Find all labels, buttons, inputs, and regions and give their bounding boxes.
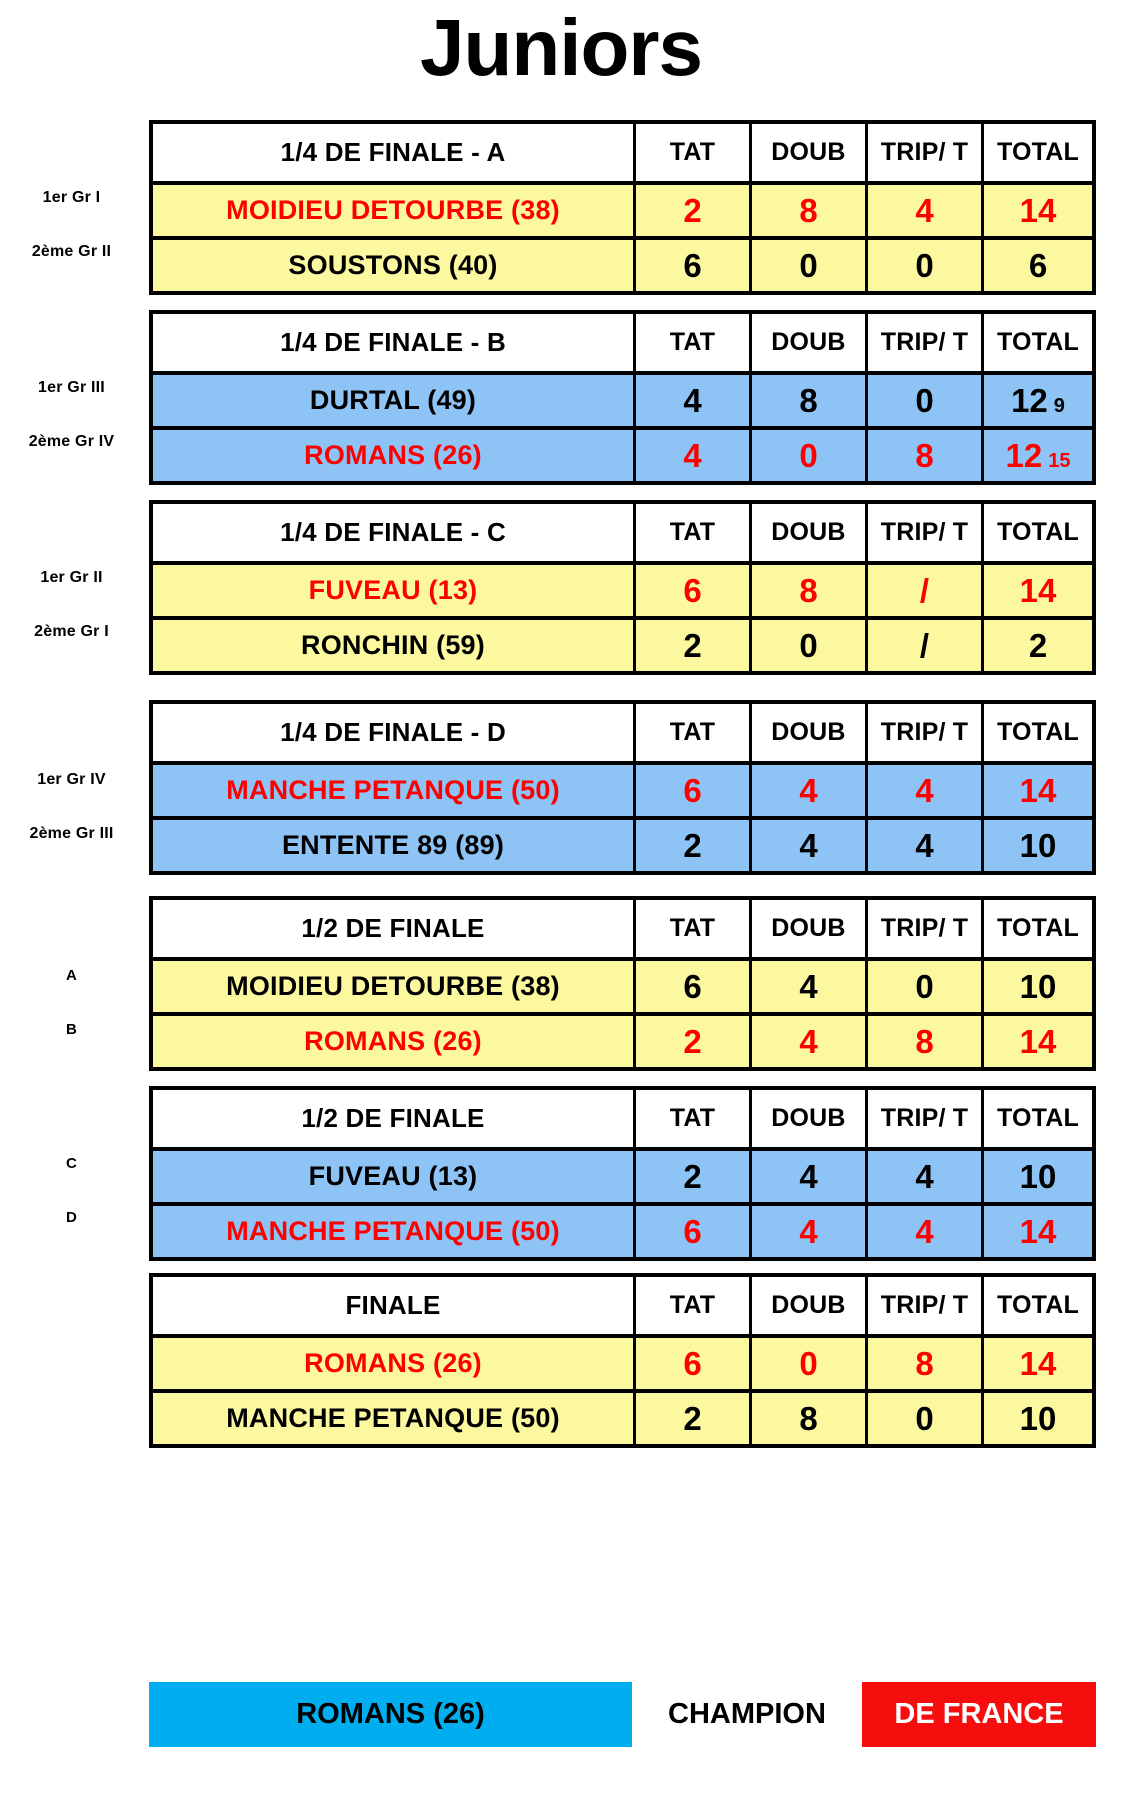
column-header-doub: DOUB (752, 314, 868, 371)
column-header-tat: TAT (636, 124, 752, 181)
table-row (153, 426, 1092, 481)
score-tat: 2 (636, 1016, 752, 1067)
score-total: 10 (1019, 967, 1057, 1005)
champion-country-label: DE FRANCE (862, 1682, 1096, 1747)
block-title: 1/2 DE FINALE (153, 900, 636, 957)
score-trip: 4 (868, 820, 984, 871)
column-header-doub: DOUB (752, 704, 868, 761)
score-doub: 4 (752, 1206, 868, 1257)
block-header-row (153, 1090, 1092, 1147)
team-name: ROMANS (26) (153, 1016, 636, 1067)
qualification-label: A (65, 967, 78, 984)
score-total: 14 (1019, 1022, 1057, 1060)
score-doub: 8 (752, 1393, 868, 1444)
score-total: 12 (1005, 436, 1043, 474)
score-total: 12 (1011, 381, 1048, 419)
score-total: 14 (1019, 571, 1057, 609)
score-total: 6 (1028, 246, 1048, 284)
score-total: 10 (1019, 1157, 1057, 1195)
column-header-tat: TAT (636, 1277, 752, 1334)
score-tat: 2 (636, 620, 752, 671)
score-trip: 0 (868, 961, 984, 1012)
score-tat: 6 (636, 1206, 752, 1257)
score-total-cell (984, 820, 1092, 871)
column-header-doub: DOUB (752, 1277, 868, 1334)
column-header-tat: TAT (636, 704, 752, 761)
score-total: 14 (1019, 191, 1057, 229)
team-name: MOIDIEU DETOURBE (38) (153, 185, 636, 236)
score-tat: 6 (636, 961, 752, 1012)
score-doub: 0 (752, 620, 868, 671)
bracket-block (149, 1086, 1096, 1261)
team-name: FUVEAU (13) (153, 565, 636, 616)
score-doub: 8 (752, 565, 868, 616)
score-doub: 0 (752, 430, 868, 481)
score-total-cell (984, 765, 1092, 816)
score-tat: 6 (636, 1338, 752, 1389)
block-header-row (153, 900, 1092, 957)
score-trip: 4 (868, 185, 984, 236)
team-name: FUVEAU (13) (153, 1151, 636, 1202)
score-trip: 4 (868, 1206, 984, 1257)
column-header-total: TOTAL (996, 138, 1079, 166)
table-row (153, 957, 1092, 1012)
score-tat: 6 (636, 565, 752, 616)
score-tat: 4 (636, 430, 752, 481)
column-header-total: TOTAL (996, 1291, 1079, 1319)
qualification-label: C (65, 1155, 78, 1172)
score-total-cell (984, 565, 1092, 616)
table-row (153, 1389, 1092, 1444)
column-header-total: TOTAL (996, 518, 1079, 546)
team-name: DURTAL (49) (153, 375, 636, 426)
score-doub: 0 (752, 1338, 868, 1389)
block-title: 1/2 DE FINALE (153, 1090, 636, 1147)
column-header-total: TOTAL (996, 1104, 1079, 1132)
column-header-trip: TRIP/ T (868, 504, 984, 561)
column-header-total: TOTAL (996, 914, 1079, 942)
column-header-doub: DOUB (752, 504, 868, 561)
column-header-trip: TRIP/ T (868, 124, 984, 181)
table-row (153, 371, 1092, 426)
score-total-cell (984, 1393, 1092, 1444)
score-tat: 2 (636, 1393, 752, 1444)
table-row (153, 1147, 1092, 1202)
score-doub: 4 (752, 765, 868, 816)
block-header-row (153, 704, 1092, 761)
block-header-row (153, 124, 1092, 181)
block-title: 1/4 DE FINALE - C (153, 504, 636, 561)
score-doub: 4 (752, 1016, 868, 1067)
score-total-cell (984, 375, 1092, 426)
score-tat: 6 (636, 240, 752, 291)
column-header-trip: TRIP/ T (868, 704, 984, 761)
column-header-doub: DOUB (752, 1090, 868, 1147)
qualification-label: 2ème Gr II (31, 243, 112, 260)
team-name: MANCHE PETANQUE (50) (153, 765, 636, 816)
table-row (153, 561, 1092, 616)
qualification-label: 1er Gr I (42, 189, 101, 206)
column-header-trip: TRIP/ T (868, 900, 984, 957)
score-total: 14 (1019, 771, 1057, 809)
score-trip: 8 (868, 430, 984, 481)
score-tat: 6 (636, 765, 752, 816)
score-total: 2 (1028, 626, 1048, 664)
column-header-tat: TAT (636, 900, 752, 957)
score-total-cell (984, 185, 1092, 236)
score-total: 10 (1019, 1399, 1057, 1437)
score-trip: 8 (868, 1016, 984, 1067)
team-name: ENTENTE 89 (89) (153, 820, 636, 871)
bracket-block (149, 896, 1096, 1071)
champion-label: CHAMPION (632, 1682, 862, 1747)
column-header-tat: TAT (636, 1090, 752, 1147)
table-row (153, 236, 1092, 291)
block-title: 1/4 DE FINALE - D (153, 704, 636, 761)
block-title: 1/4 DE FINALE - B (153, 314, 636, 371)
score-total-cell (984, 240, 1092, 291)
bracket-block (149, 1273, 1096, 1448)
qualification-label: 2ème Gr I (34, 623, 109, 640)
block-header-row (153, 504, 1092, 561)
score-trip: 0 (868, 240, 984, 291)
column-header-trip: TRIP/ T (868, 314, 984, 371)
score-tat: 4 (636, 375, 752, 426)
column-header-tat: TAT (636, 504, 752, 561)
score-total-cell (984, 620, 1092, 671)
bracket-block (149, 120, 1096, 295)
score-total: 10 (1019, 826, 1057, 864)
qualification-label: 1er Gr III (38, 379, 105, 396)
score-tat: 2 (636, 1151, 752, 1202)
qualification-label: D (65, 1209, 78, 1226)
score-doub: 4 (752, 961, 868, 1012)
score-total-cell (984, 1151, 1092, 1202)
score-doub: 8 (752, 375, 868, 426)
score-trip: 4 (868, 1151, 984, 1202)
qualification-label: B (65, 1021, 78, 1038)
score-tat: 2 (636, 185, 752, 236)
qualification-label: 2ème Gr III (29, 825, 114, 842)
column-header-tat: TAT (636, 314, 752, 371)
team-name: SOUSTONS (40) (153, 240, 636, 291)
score-total-cell (984, 1206, 1092, 1257)
team-name: MANCHE PETANQUE (50) (153, 1206, 636, 1257)
score-trip: / (868, 565, 984, 616)
block-title: FINALE (153, 1277, 636, 1334)
block-title: 1/4 DE FINALE - A (153, 124, 636, 181)
score-doub: 8 (752, 185, 868, 236)
score-tat: 2 (636, 820, 752, 871)
score-total-cell (984, 961, 1092, 1012)
bracket-block (149, 700, 1096, 875)
table-row (153, 1334, 1092, 1389)
champion-banner (149, 1682, 1096, 1747)
score-total: 14 (1019, 1344, 1057, 1382)
team-name: ROMANS (26) (153, 1338, 636, 1389)
score-doub: 4 (752, 820, 868, 871)
score-trip: 4 (868, 765, 984, 816)
tiebreak-score: 9 (1053, 394, 1065, 417)
score-trip: 8 (868, 1338, 984, 1389)
score-doub: 4 (752, 1151, 868, 1202)
column-header-trip: TRIP/ T (868, 1090, 984, 1147)
table-row (153, 616, 1092, 671)
team-name: ROMANS (26) (153, 430, 636, 481)
score-trip: 0 (868, 1393, 984, 1444)
score-doub: 0 (752, 240, 868, 291)
table-row (153, 761, 1092, 816)
team-name: MOIDIEU DETOURBE (38) (153, 961, 636, 1012)
table-row (153, 816, 1092, 871)
score-total-cell (984, 1338, 1092, 1389)
team-name: MANCHE PETANQUE (50) (153, 1393, 636, 1444)
column-header-total: TOTAL (996, 718, 1079, 746)
champion-team: ROMANS (26) (149, 1682, 632, 1747)
table-row (153, 1202, 1092, 1257)
bracket-block (149, 310, 1096, 485)
qualification-label: 1er Gr II (40, 569, 103, 586)
score-total-cell (984, 1016, 1092, 1067)
score-trip: / (868, 620, 984, 671)
score-total-cell (984, 430, 1092, 481)
table-row (153, 181, 1092, 236)
page-title: Juniors (420, 3, 702, 92)
column-header-doub: DOUB (752, 900, 868, 957)
team-name: RONCHIN (59) (153, 620, 636, 671)
column-header-doub: DOUB (752, 124, 868, 181)
block-header-row (153, 314, 1092, 371)
score-total: 14 (1019, 1212, 1057, 1250)
qualification-label: 1er Gr IV (37, 771, 106, 788)
block-header-row (153, 1277, 1092, 1334)
score-trip: 0 (868, 375, 984, 426)
column-header-trip: TRIP/ T (868, 1277, 984, 1334)
qualification-label: 2ème Gr IV (28, 433, 115, 450)
column-header-total: TOTAL (996, 328, 1079, 356)
tiebreak-score: 15 (1048, 449, 1071, 472)
table-row (153, 1012, 1092, 1067)
bracket-block (149, 500, 1096, 675)
